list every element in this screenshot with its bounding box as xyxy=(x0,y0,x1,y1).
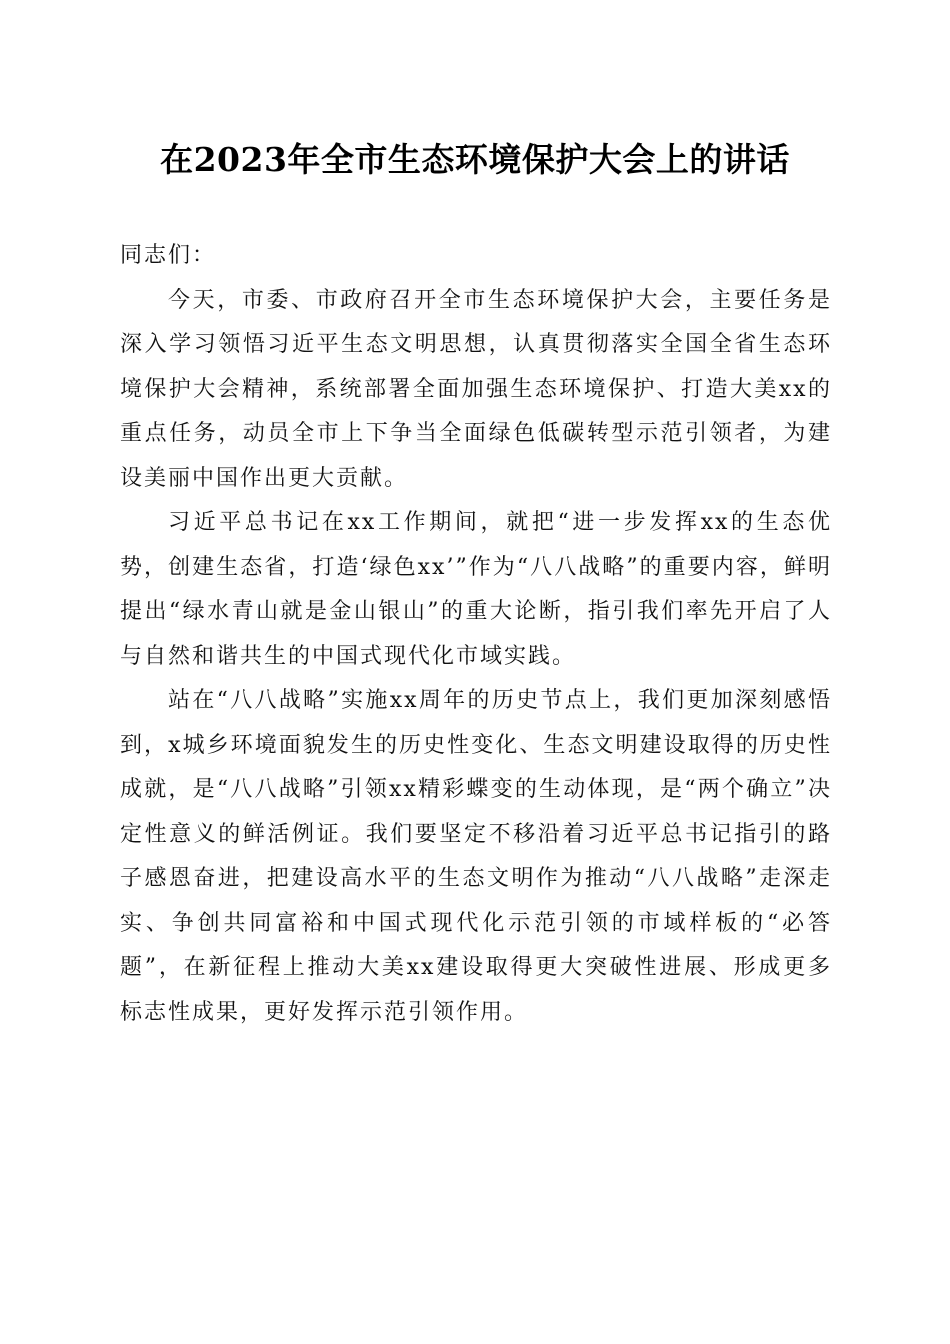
paragraph-2: 习近平总书记在xx工作期间，就把“进一步发挥xx的生态优势，创建生态省，打造‘绿色xx’”作为“八八战略”的重要内容，鲜明提出“绿水青山就是金山银山”的重大论断，指引我们率先开启了人与自然和谐共生的中国式现代化市域实践。 xyxy=(120,510,832,669)
paragraph-1: 今天，市委、市政府召开全市生态环境保护大会，主要任务是深入学习领悟习近平生态文明思想，认真贯彻落实全国全省生态环境保护大会精神，系统部署全面加强生态环境保护、打造大美xx的重点任务，动员全市上下争当全面绿色低碳转型示范引领者，为建设美丽中国作出更大贡献。 xyxy=(120,287,832,491)
paragraph-3: 站在“八八战略”实施xx周年的历史节点上，我们更加深刻感悟到，x城乡环境面貌发生的历史性变化、生态文明建设取得的历史性成就，是“八八战略”引领xx精彩蝶变的生动体现，是“两个确立”决定性意义的鲜活例证。我们要坚定不移沿着习近平总书记指引的路子感恩奋进，把建设高水平的生态文明作为推动“八八战略”走深走实、争创共同富裕和中国式现代化示范引领的市域样板的“必答题”，在新征程上推动大美xx建设取得更大突破性进展、形成更多标志性成果，更好发挥示范引领作用。 xyxy=(120,688,832,1025)
document-body xyxy=(120,234,832,1035)
document-title: 在2023年全市生态环境保护大会上的讲话 xyxy=(160,140,790,179)
salutation: 同志们： xyxy=(120,243,217,268)
